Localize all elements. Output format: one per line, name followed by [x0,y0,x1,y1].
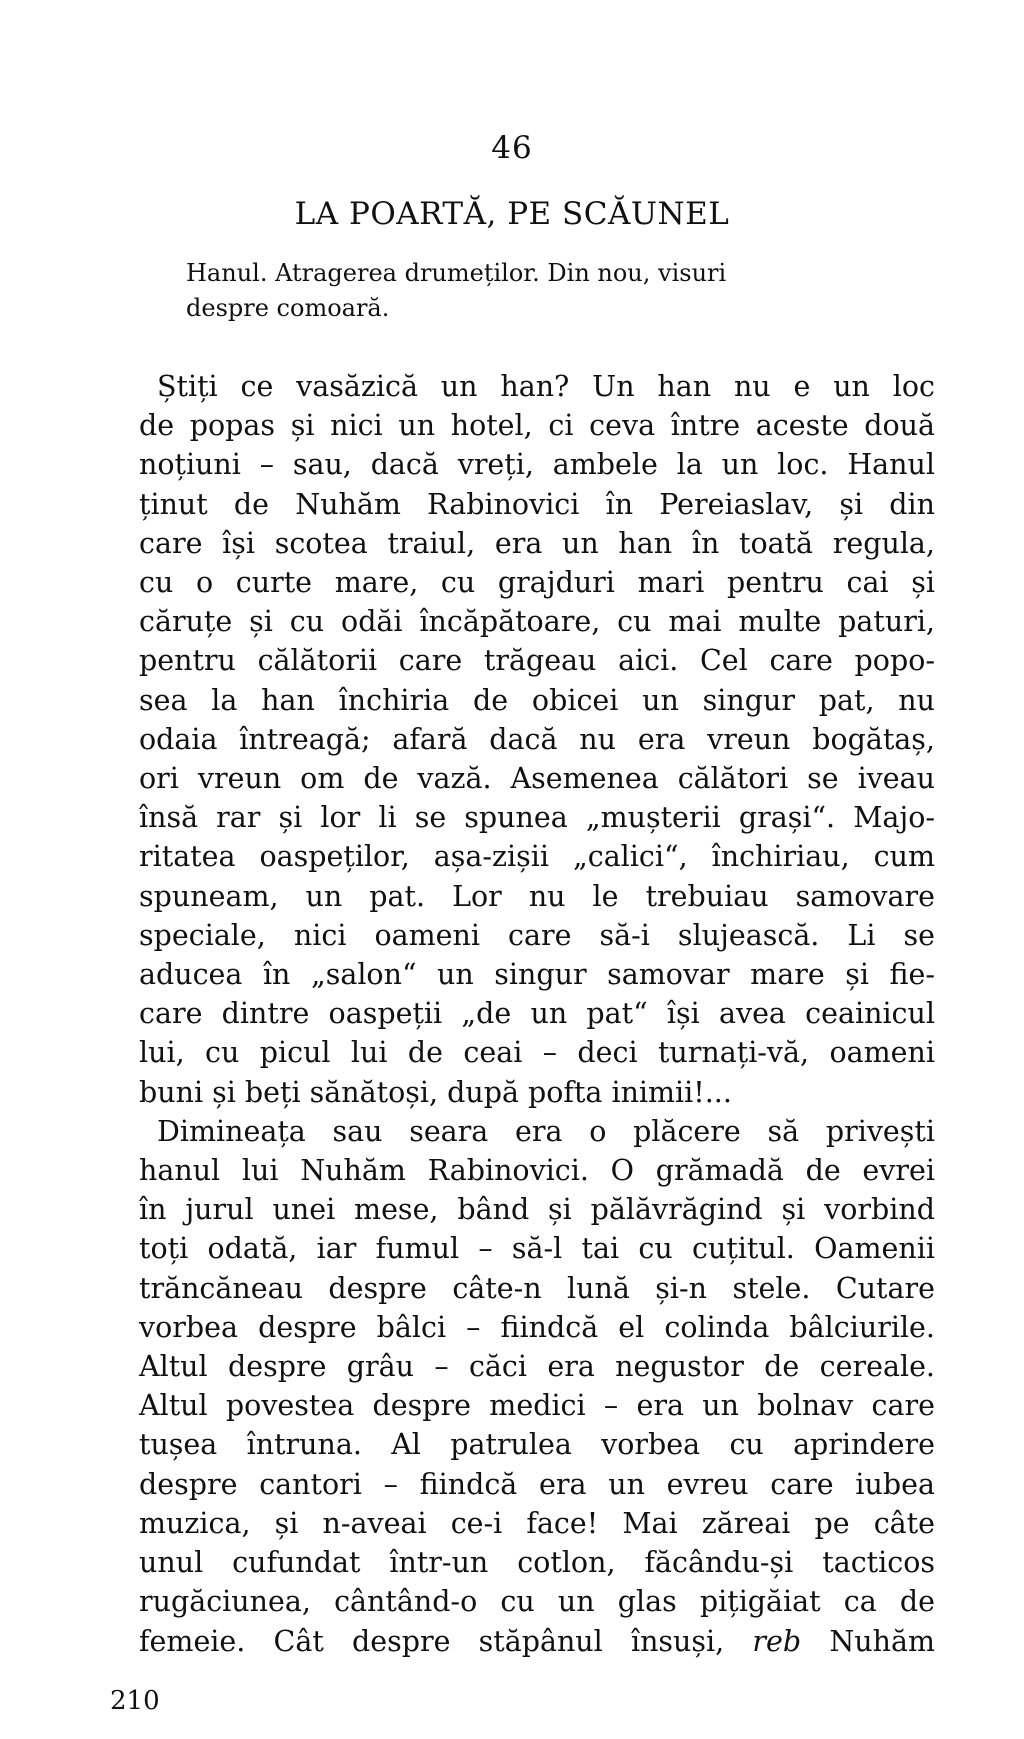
paragraph-2 [139,1112,935,1661]
text-line: ori vreun om de vază. Asemenea călători se iveau [139,762,935,796]
text-line: sea la han închiria de obicei un singur pat, nu [139,683,935,717]
text-line: lui, cu picul lui de ceai – deci turnați-vă, oameni [139,1036,935,1070]
text-line: Știți ce vasăzică un han? Un han nu e un loc [157,370,935,403]
chapter-summary [186,256,886,326]
text-line: unul cufundat într-un cotlon, făcându-și tacticos [139,1546,935,1580]
summary-line: despre comoară. [186,294,390,322]
chapter-title: LA POARTĂ, PE SCĂUNEL [294,196,730,232]
text-line: de popas și nici un hotel, ci ceva între aceste două [139,409,935,443]
text-line: care își scotea traiul, era un han în toată regula, [139,526,935,560]
text-line: hanul lui Nuhăm Rabinovici. O grămadă de evrei [139,1154,935,1188]
text-line: toți odată, iar fumul – să-l tai cu cuțitul. Oamenii [139,1232,935,1266]
text-line: odaia întreagă; afară dacă nu era vreun bogătaș, [139,722,935,756]
text-line: ritatea oaspeților, așa-zișii „calici“, închiriau, cum [139,840,935,874]
text-fragment: femeie. Cât despre stăpânul însuși, [139,1624,725,1658]
chapter-number: 46 [491,130,533,166]
text-line: căruțe și cu odăi încăpătoare, cu mai multe paturi, [139,605,935,639]
text-line: însă rar și lor li se spunea „mușterii grași“. Majo- [139,801,935,835]
italic-word: reb [752,1624,802,1658]
text-line: rugăciunea, cântând-o cu un glas pițigăiat ca de [139,1585,935,1619]
text-line: Altul despre grâu – căci era negustor de cereale. [139,1350,935,1384]
text-line: Dimineața sau seara era o plăcere să privești [157,1114,935,1148]
text-line: noțiuni – sau, dacă vreți, ambele la un loc. Hanul [139,448,935,482]
summary-line: Hanul. Atragerea drumeților. Din nou, visuri [186,259,727,287]
text-line: muzica, și n-aveai ce-i face! Mai zăreai pe câte [139,1506,935,1540]
text-line: despre cantori – fiindcă era un evreu care iubea [139,1467,935,1501]
text-line: buni și beți sănătoși, după pofta inimii!... [139,1075,732,1109]
text-line: ținut de Nuhăm Rabinovici în Pereiaslav, și din [139,487,935,521]
paragraph-1 [139,367,935,1112]
text-fragment: Nuhăm [829,1624,936,1658]
text-line: speciale, nici oameni care să-i slujească. Li se [139,918,935,952]
text-line: trăncăneau despre câte-n lună și-n stele. Cutare [139,1271,935,1305]
text-line: tușea întruna. Al patrulea vorbea cu aprindere [139,1428,935,1462]
page-number: 210 [110,1686,160,1716]
text-line-final [139,1622,935,1661]
text-line: vorbea despre bâlci – fiindcă el colinda bâlciurile. [139,1310,935,1344]
text-line: spuneam, un pat. Lor nu le trebuiau samovare [139,879,935,913]
text-line: în jurul unei mese, bând și pălăvrăgind și vorbind [139,1193,935,1227]
text-line: Altul povestea despre medici – era un bolnav care [139,1389,935,1423]
body-text [139,367,935,1661]
text-line: care dintre oaspeții „de un pat“ își avea ceainicul [139,997,935,1031]
text-line: aducea în „salon“ un singur samovar mare și fie- [139,958,935,992]
text-line: cu o curte mare, cu grajduri mari pentru cai și [139,566,935,600]
text-line: pentru călătorii care trăgeau aici. Cel care popo- [139,644,935,678]
